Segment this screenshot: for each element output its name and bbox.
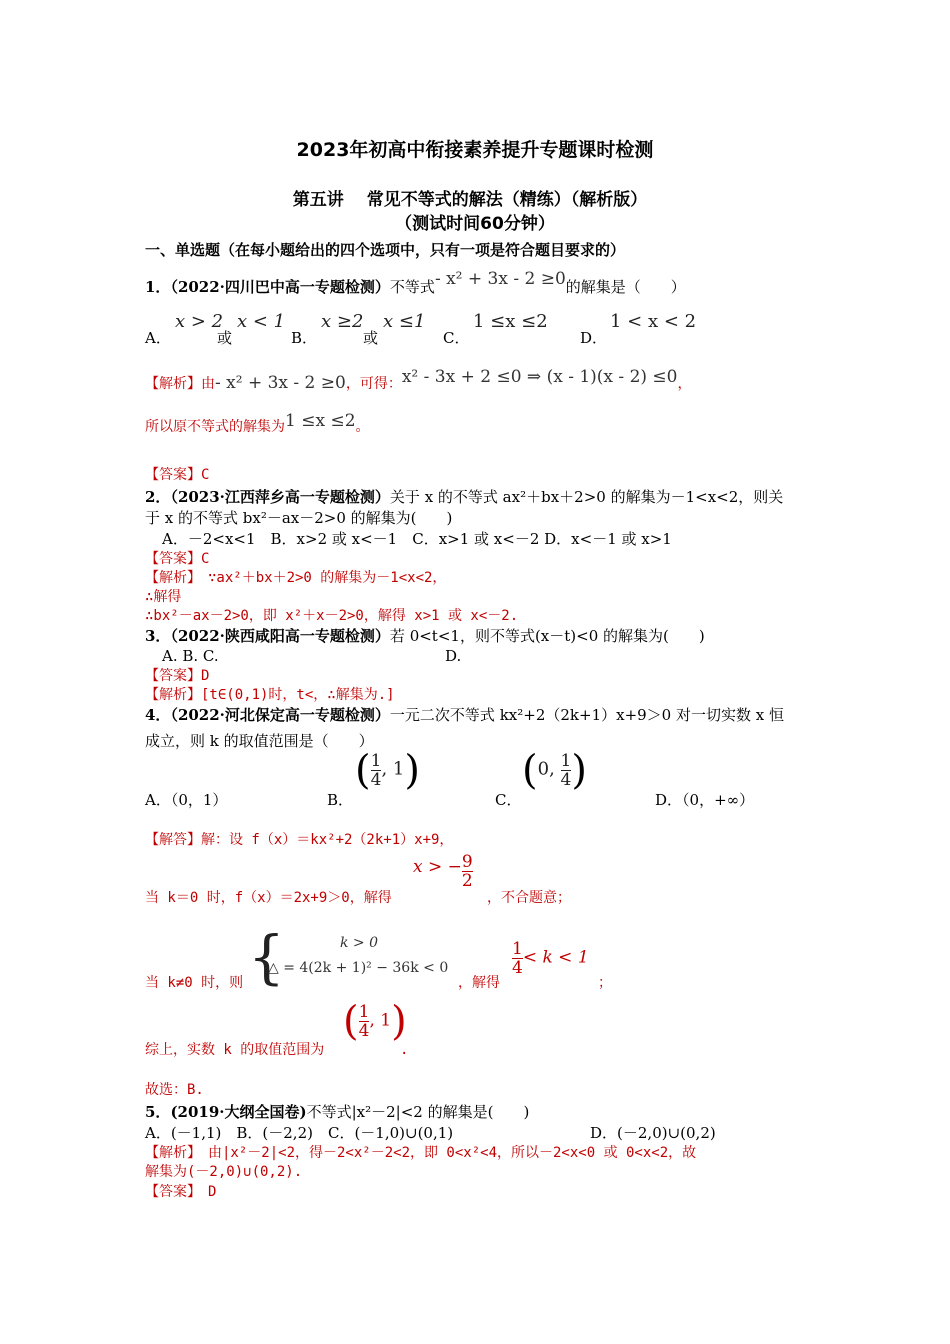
question-2-stem-line2: 于 x 的不等式 bx²－ax－2>0 的解集为( ) [145,509,453,527]
question-4-solution-3-mid: ，解得 [458,975,500,991]
analysis-text: 由 [201,376,215,392]
option-c-math: 1 ≤x ≤2 [473,311,548,332]
question-4-solution-3-tail: ； [598,975,612,991]
question-5-options: A．(－1,1) B．(－2,2) C．(－1,0)∪(0,1) [145,1124,454,1142]
question-3-analysis: 【解析】[t∈(0,1)时，t<，∴解集为.] [145,687,395,703]
question-4-option-b-label: B． [327,791,354,809]
analysis-text: ，可得： [345,376,402,392]
question-2-analysis-2: ∴解得 [145,589,182,605]
question-1-analysis [145,367,692,394]
question-4-option-d: D．（0，+∞） [655,791,755,809]
document-title: 2023年初高中衔接素养提升专题课时检测 [296,139,654,161]
question-2-answer: 【答案】C [145,551,210,567]
analysis-text: ， [677,376,692,392]
question-4-option-c-label: C． [495,791,522,809]
section-heading: 一、单选题（在每小题给出的四个选项中，只有一项是符合题目要求的） [145,241,626,259]
question-3-answer: 【答案】D [145,668,210,684]
question-4-solution-3-math: $\frac{1}{4}$ < k < 1 [512,939,589,978]
option-a-or: 或 [217,329,233,347]
question-4-solution-2-tail: ，不合题意； [487,890,571,906]
question-number: 3． [145,627,171,645]
question-4-solution-5: 故选：B. [145,1082,204,1098]
question-5-analysis-2: 解集为(－2,0)∪(0,2). [145,1164,303,1180]
option-b-part1: x ≥2 [321,311,364,332]
question-5-stem [145,1102,529,1122]
stem-text: 不等式|x²－2|<2 的解集是( ) [306,1103,530,1121]
system-line-1: k > 0 [340,935,379,951]
question-source: （2022·陕西咸阳高一专题检测） [170,627,390,645]
question-4-stem-line1 [145,705,784,725]
question-5-analysis-1: 【解析】 由|x²－2|<2，得－2<x²－2<2，即 0<x²<4，所以－2<x<0 或 0<x<2，故 [145,1145,697,1161]
option-d-label: D． [580,329,608,347]
question-number: 5． [145,1103,171,1121]
conclusion-end: 。 [355,419,370,435]
question-source: （2023·江西萍乡高一专题检测） [170,488,390,506]
stem-tail: 的解集是（ ） [565,278,686,296]
solution-text: 当 k＝0 时，f（x）＝2x+9＞0，解得 [145,890,392,906]
question-4-solution-1: 【解答】解：设 f（x）＝kx²+2（2k+1）x+9， [145,832,454,848]
question-1-conclusion [145,411,370,437]
stem-text: 若 0<t<1，则不等式(x－t)<0 的解集为( ) [389,627,705,645]
question-4-solution-4-math: ( $\frac{1}{4}$ , 1) [343,998,407,1045]
analysis-math-1: - x² + 3x - 2 ≥0 [215,373,346,393]
question-2-analysis-3: ∴bx²－ax－2>0，即 x²＋x－2>0，解得 x>1 或 x<－2. [145,608,519,624]
analysis-tag: 【解析】 [145,376,201,392]
option-b-label: B． [291,329,318,347]
question-4-option-a: A．（0，1） [145,791,228,809]
test-time: （测试时间60分钟） [395,214,555,234]
option-b-part2: x ≤1 [383,311,426,332]
question-number: 1． [145,278,171,296]
system-line-2: △ = 4(2k + 1)² − 36k < 0 [268,960,449,976]
question-4-solution-2-math: x > − $\frac{9}{2}$ [413,852,473,891]
question-4-solution-4: 综上，实数 k 的取值范围为 [145,1042,325,1058]
question-2-stem-line1 [145,487,783,507]
question-source: （2022·四川巴中高一专题检测） [170,278,390,296]
question-3-option-d: D. [445,647,462,665]
question-2-options: A．－2<x<1 B．x>2 或 x<－1 C．x>1 或 x<－2 D．x<－1 或 x>1 [162,530,672,548]
option-c-label: C． [443,329,470,347]
question-number: 2． [145,488,171,506]
option-a-label: A． [145,329,171,347]
question-source: (2019·大纲全国卷) [170,1103,307,1121]
system-brace: { [248,923,285,991]
analysis-math-2: x² - 3x + 2 ≤0 ⇒ (x - 1)(x - 2) ≤0 [401,367,678,387]
option-a-part2: x < 1 [237,311,286,332]
question-5-answer: 【答案】 D [145,1184,217,1200]
question-source: （2022·河北保定高一专题检测） [170,706,390,724]
stem-text: 一元二次不等式 kx²+2（2k+1）x+9＞0 对一切实数 x 恒 [389,706,784,724]
question-4-solution-4-tail: . [400,1042,409,1058]
question-3-options-abc: A. B. C. [162,647,219,665]
lecture-subtitle: 第五讲 常见不等式的解法（精练）（解析版） [292,190,648,210]
question-number: 4． [145,706,171,724]
question-4-solution-3: 当 k≠0 时，则 [145,975,244,991]
question-4-stem-line2: 成立，则 k 的取值范围是（ ） [145,732,374,750]
question-1-stem [145,269,686,297]
question-4-option-c-math: (0, $\frac{1}{4}$ ) [522,747,587,794]
conclusion-text: 所以原不等式的解集为 [145,419,285,435]
question-2-analysis-1: 【解析】 ∵ax²＋bx＋2>0 的解集为－1<x<2， [145,570,447,586]
stem-text: 关于 x 的不等式 ax²＋bx＋2>0 的解集为－1<x<2，则关 [389,488,784,506]
question-3-stem [145,626,705,646]
question-1-options [145,310,845,350]
option-d-math: 1 < x < 2 [610,311,697,332]
conclusion-math: 1 ≤x ≤2 [285,411,356,431]
option-b-or: 或 [363,329,379,347]
inequality-math: - x² + 3x - 2 ≥0 [434,269,566,289]
question-4-option-b-math: ( $\frac{1}{4}$ , 1) [355,747,420,794]
stem-text: 不等式 [389,278,435,296]
question-4-solution-2 [145,888,392,908]
question-5-option-d: D．(－2,0)∪(0,2) [590,1124,716,1142]
question-1-answer: 【答案】C [145,467,210,483]
option-a-part1: x > 2 [175,311,224,332]
